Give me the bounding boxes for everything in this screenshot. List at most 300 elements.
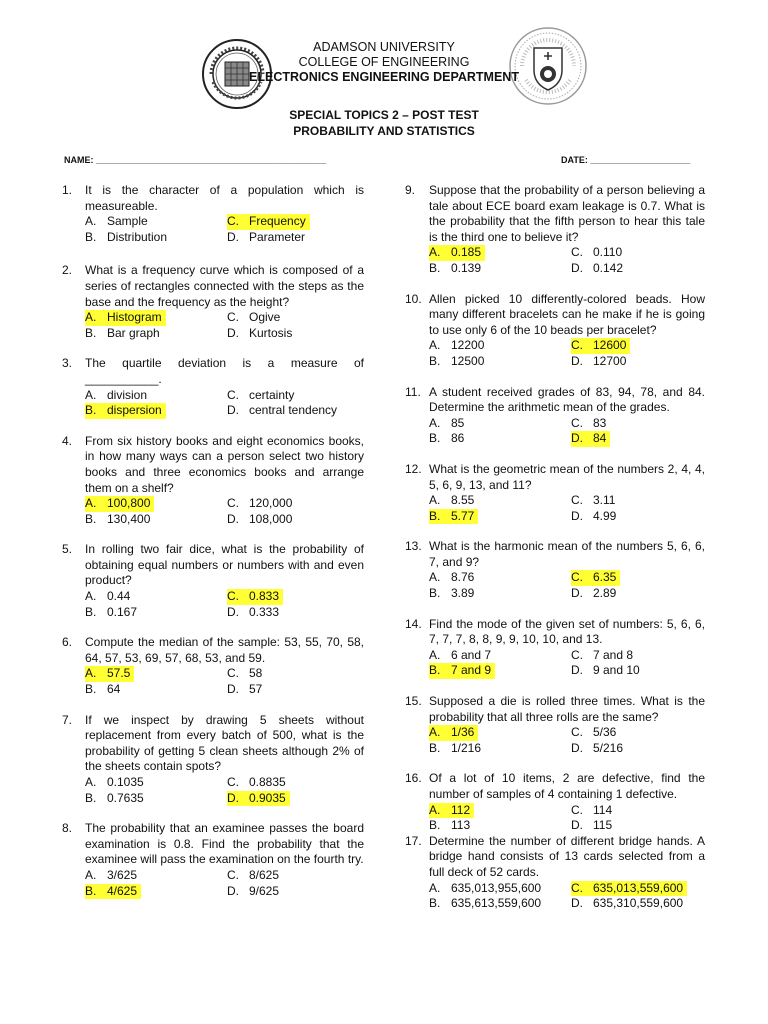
answer-options (85, 310, 364, 341)
option-content (571, 509, 616, 525)
option-letter: D. (571, 818, 583, 833)
option-value: 58 (249, 666, 263, 681)
question-number: 3. (62, 356, 73, 371)
option-letter: A. (85, 666, 97, 681)
option-letter: D. (571, 896, 583, 911)
option-content (429, 818, 470, 834)
option-value: 635,310,559,600 (593, 896, 684, 911)
option-value: 9 and 10 (593, 663, 640, 678)
question-text: If we inspect by drawing 5 sheets without replacement from every batch of 500, what is the probability of getting 5 clean sheets although 2% of the sheets contain spots? (85, 712, 364, 774)
answer-option (429, 663, 571, 679)
option-value: central tendency (249, 403, 338, 418)
option-content (571, 725, 616, 741)
highlighted-answer (571, 570, 620, 586)
question-text: Supposed a die is rolled three times. What is the probability that all three rolls are the same? (429, 694, 705, 724)
option-letter: D. (571, 260, 583, 275)
answer-option (85, 791, 227, 807)
answer-option (227, 326, 364, 342)
answer-option (85, 666, 227, 682)
option-content (571, 896, 683, 912)
answer-option (571, 881, 705, 897)
option-value: 12700 (593, 353, 627, 368)
option-value: 57 (249, 682, 263, 697)
option-letter: D. (227, 511, 239, 526)
answer-option (227, 775, 364, 791)
answer-option (227, 310, 364, 326)
option-content (571, 741, 623, 757)
answer-option (571, 586, 705, 602)
option-content (571, 493, 615, 509)
highlighted-answer (85, 403, 166, 419)
option-letter: C. (227, 214, 239, 229)
option-value: 5/36 (593, 725, 617, 740)
answer-options (85, 868, 364, 899)
option-value: 3.11 (593, 493, 616, 508)
question-stem (62, 356, 364, 387)
answer-options (429, 245, 705, 276)
option-value: 0.139 (451, 260, 482, 275)
option-letter: A. (429, 245, 441, 260)
option-value: 4/625 (107, 883, 138, 898)
option-value: 635,013,559,600 (593, 880, 684, 895)
answer-option (429, 416, 571, 432)
option-letter: C. (227, 589, 239, 604)
university-name: ADAMSON UNIVERSITY (313, 40, 455, 54)
question-stem (405, 834, 705, 881)
option-letter: B. (429, 353, 441, 368)
option-letter: D. (571, 740, 583, 755)
highlighted-answer (227, 214, 310, 230)
answer-option (227, 682, 364, 698)
highlighted-answer (429, 245, 485, 261)
option-letter: C. (571, 338, 583, 353)
answer-option (429, 818, 571, 834)
option-content (85, 868, 137, 884)
name-field: NAME: ______________________________________________ (64, 155, 327, 165)
option-value: Sample (107, 214, 148, 229)
answer-option (571, 416, 705, 432)
answer-option (85, 230, 227, 246)
answer-option (429, 261, 571, 277)
question-block (62, 713, 364, 807)
answer-option (429, 338, 571, 354)
answer-option (571, 896, 705, 912)
option-value: 130,400 (107, 511, 151, 526)
option-value: 0.8835 (249, 775, 286, 789)
question-stem (62, 434, 364, 496)
test-title (0, 107, 768, 139)
answer-options (429, 493, 705, 524)
option-value: 8/625 (249, 867, 280, 882)
option-letter: D. (227, 403, 239, 418)
option-content (571, 663, 640, 679)
option-value: 635,613,559,600 (451, 896, 542, 911)
option-letter: B. (85, 604, 97, 619)
question-text: From six history books and eight economics books, in how many ways can a person select two history books and three economics books and arrange them on a shelf? (85, 433, 364, 495)
answer-option (85, 775, 227, 791)
option-value: dispersion (107, 403, 162, 418)
option-letter: A. (429, 338, 441, 353)
answer-option (85, 403, 227, 419)
question-number: 16. (405, 771, 422, 786)
option-value: Histogram (107, 310, 162, 325)
question-block (405, 771, 705, 833)
question-text: Determine the number of different bridge hands. A bridge hand consists of 13 cards selected from a full deck of 52 cards. (429, 833, 705, 879)
question-number: 9. (405, 183, 416, 197)
answer-option (571, 741, 705, 757)
option-value: 3.89 (451, 586, 475, 601)
highlighted-answer (429, 509, 478, 525)
answer-options (85, 775, 364, 806)
answer-option (571, 338, 705, 354)
question-number: 4. (62, 433, 73, 448)
answer-option (429, 586, 571, 602)
option-content (571, 818, 612, 834)
option-value: 112 (451, 802, 471, 817)
document-header (0, 40, 768, 85)
option-content (85, 326, 160, 342)
answer-options (429, 338, 705, 369)
option-letter: B. (429, 431, 441, 446)
answer-option (429, 245, 571, 261)
option-letter: A. (429, 415, 441, 430)
option-letter: B. (429, 586, 441, 601)
option-value: 7 and 9 (451, 663, 492, 678)
option-value: 5.77 (451, 508, 475, 523)
option-letter: A. (85, 310, 97, 325)
answer-options (429, 416, 705, 447)
answer-option (571, 431, 705, 447)
question-stem (62, 635, 364, 666)
option-content (85, 605, 137, 621)
answer-option (85, 884, 227, 900)
answer-option (429, 896, 571, 912)
option-content (429, 648, 491, 664)
option-letter: A. (85, 496, 97, 511)
highlighted-answer (571, 431, 610, 447)
option-value: 114 (593, 802, 613, 817)
answer-option (227, 666, 364, 682)
question-text: It is the character of a population which is measureable. (85, 183, 364, 213)
question-number: 11. (405, 384, 421, 399)
option-value: certainty (249, 387, 295, 402)
question-stem (405, 292, 705, 339)
answer-option (571, 493, 705, 509)
answer-option (85, 682, 227, 698)
option-content (227, 605, 279, 621)
option-letter: D. (571, 431, 583, 446)
option-content (227, 512, 292, 528)
option-letter: B. (85, 682, 97, 697)
option-content (571, 803, 612, 819)
answer-options (429, 803, 705, 834)
option-value: 6.35 (593, 570, 617, 585)
question-stem (405, 694, 705, 725)
option-letter: A. (429, 570, 441, 585)
option-value: Frequency (249, 214, 306, 229)
answer-option (571, 509, 705, 525)
option-letter: B. (85, 790, 97, 805)
option-content (227, 230, 305, 246)
option-content (429, 570, 474, 586)
option-letter: C. (227, 310, 239, 325)
answer-option (571, 803, 705, 819)
option-value: 57.5 (107, 666, 131, 681)
option-value: 0.333 (249, 604, 280, 619)
option-letter: B. (429, 818, 441, 833)
highlighted-answer (429, 725, 478, 741)
option-value: Distribution (107, 229, 168, 244)
option-content (571, 261, 623, 277)
answer-option (227, 403, 364, 419)
option-letter: A. (429, 880, 441, 895)
option-content (85, 775, 144, 791)
option-value: 0.185 (451, 245, 482, 260)
question-text: The probability that an examinee passes the board examination is 0.8. Find the probability that the examinee will pass the examination on the fourth try. (85, 821, 364, 867)
option-content (571, 648, 633, 664)
option-content (429, 261, 481, 277)
option-letter: A. (429, 725, 441, 740)
department-name: ELECTRONICS ENGINEERING DEPARTMENT (249, 70, 519, 84)
option-letter: C. (571, 415, 583, 430)
option-value: Kurtosis (249, 325, 293, 340)
answer-option (571, 570, 705, 586)
option-letter: C. (227, 387, 239, 402)
option-value: 108,000 (249, 511, 293, 526)
question-block (405, 385, 705, 447)
option-value: 6 and 7 (451, 647, 492, 662)
answer-option (85, 589, 227, 605)
highlighted-answer (571, 881, 687, 897)
question-block (62, 356, 364, 418)
answer-option (571, 648, 705, 664)
option-letter: C. (571, 647, 583, 662)
option-value: 113 (451, 818, 471, 833)
option-content (227, 496, 292, 512)
question-stem (62, 542, 364, 589)
option-value: 0.833 (249, 589, 280, 604)
answer-option (571, 245, 705, 261)
answer-options (85, 214, 364, 245)
answer-option (571, 261, 705, 277)
option-letter: C. (571, 802, 583, 817)
answer-options (85, 589, 364, 620)
answer-option (429, 881, 571, 897)
option-letter: D. (227, 229, 239, 244)
test-title-line-1: SPECIAL TOPICS 2 – POST TEST (289, 108, 479, 122)
option-content (227, 310, 280, 326)
option-letter: A. (429, 493, 441, 508)
college-name: COLLEGE OF ENGINEERING (298, 55, 470, 69)
question-stem (405, 385, 705, 416)
answer-option (227, 388, 364, 404)
option-letter: B. (429, 740, 441, 755)
question-block (405, 694, 705, 756)
question-block (62, 635, 364, 697)
highlighted-answer (227, 791, 290, 807)
option-letter: C. (227, 496, 239, 511)
answer-option (429, 725, 571, 741)
question-block (405, 834, 705, 912)
option-value: division (107, 387, 148, 402)
answer-options (429, 648, 705, 679)
highlighted-answer (85, 496, 154, 512)
question-number: 6. (62, 635, 73, 650)
option-value: 0.44 (107, 589, 131, 604)
option-letter: D. (227, 325, 239, 340)
option-content (227, 868, 279, 884)
option-value: 8.55 (451, 493, 475, 508)
answer-option (85, 605, 227, 621)
answer-option (85, 868, 227, 884)
question-block (405, 462, 705, 524)
question-number: 2. (62, 263, 73, 278)
answer-option (227, 230, 364, 246)
option-value: 5/216 (593, 740, 624, 755)
question-block (62, 183, 364, 245)
option-content (429, 741, 481, 757)
answer-option (227, 496, 364, 512)
question-text: Compute the median of the sample: 53, 55, 70, 58, 64, 57, 53, 69, 57, 68, 53, and 59. (85, 635, 364, 665)
question-block (62, 434, 364, 528)
answer-option (429, 741, 571, 757)
option-value: 4.99 (593, 508, 617, 523)
option-letter: B. (85, 229, 97, 244)
question-stem (405, 771, 705, 802)
question-text: What is a frequency curve which is composed of a series of rectangles connected with the steps as the base and the frequency as the height? (85, 263, 364, 309)
option-letter: D. (227, 682, 239, 697)
option-letter: D. (227, 604, 239, 619)
question-number: 15. (405, 694, 422, 709)
option-content (429, 416, 464, 432)
option-letter: A. (85, 589, 97, 604)
answer-option (85, 496, 227, 512)
option-content (227, 403, 337, 419)
option-letter: D. (571, 586, 583, 601)
option-value: 100,800 (107, 496, 151, 511)
option-content (227, 682, 262, 698)
option-content (227, 775, 286, 791)
question-text: A student received grades of 83, 94, 78, and 84. Determine the arithmetic mean of the grades. (429, 384, 705, 415)
question-text: Find the mode of the given set of numbers: 5, 6, 6, 7, 7, 7, 8, 8, 9, 9, 10, 10, and 13. (429, 616, 705, 647)
question-text: Suppose that the probability of a person believing a tale about ECE board exam leakage is 0.7. What is the probability that the fifth person to hear this tale is the third one to believe it? (429, 183, 705, 244)
question-stem (62, 263, 364, 310)
option-value: Ogive (249, 310, 281, 325)
answer-option (227, 589, 364, 605)
question-text: Allen picked 10 differently-colored beads. How many different bracelets can he make if he is going to use only 6 of the 10 beads per bracelet? (429, 291, 705, 337)
option-value: 8.76 (451, 570, 475, 585)
answer-option (571, 725, 705, 741)
question-number: 12. (405, 461, 422, 476)
option-content (85, 589, 130, 605)
option-content (571, 416, 606, 432)
option-value: 0.9035 (249, 790, 286, 805)
question-stem (405, 539, 705, 570)
answer-option (227, 214, 364, 230)
answer-option (429, 509, 571, 525)
option-letter: C. (571, 725, 583, 740)
option-content (85, 388, 147, 404)
answer-option (429, 493, 571, 509)
answer-option (571, 663, 705, 679)
option-content (227, 388, 294, 404)
question-number: 8. (62, 821, 73, 836)
option-value: 635,013,955,600 (451, 880, 542, 895)
option-value: 86 (451, 431, 465, 446)
answer-option (85, 326, 227, 342)
date-field: DATE: ____________________ (561, 155, 691, 165)
answer-option (227, 868, 364, 884)
question-block (62, 263, 364, 341)
option-value: 1/216 (451, 740, 482, 755)
answer-option (227, 512, 364, 528)
option-letter: C. (571, 245, 583, 260)
question-stem (62, 183, 364, 214)
option-letter: B. (85, 403, 97, 418)
option-value: 12600 (593, 338, 627, 353)
option-letter: B. (429, 508, 441, 523)
question-text: The quartile deviation is a measure of ___________. (85, 356, 364, 386)
highlighted-answer (571, 338, 630, 354)
highlighted-answer (85, 666, 134, 682)
highlighted-answer (429, 663, 495, 679)
option-value: Parameter (249, 229, 306, 244)
option-value: 9/625 (249, 883, 280, 898)
option-content (429, 586, 474, 602)
option-content (227, 884, 279, 900)
answer-option (429, 648, 571, 664)
option-content (85, 791, 144, 807)
answer-option (227, 605, 364, 621)
option-value: 12200 (451, 338, 485, 353)
option-letter: B. (85, 325, 97, 340)
answer-option (571, 354, 705, 370)
option-letter: B. (429, 896, 441, 911)
answer-option (85, 388, 227, 404)
answer-options (429, 725, 705, 756)
question-text: In rolling two fair dice, what is the probability of obtaining equal numbers or numbers with and even product? (85, 542, 364, 588)
question-stem (62, 821, 364, 868)
option-content (85, 230, 167, 246)
answer-options (429, 570, 705, 601)
option-value: 3/625 (107, 867, 138, 882)
option-value: 2.89 (593, 586, 617, 601)
test-title-line-2: PROBABILITY AND STATISTICS (293, 124, 475, 138)
answer-option (571, 818, 705, 834)
question-block (62, 542, 364, 620)
question-block (405, 292, 705, 370)
answer-option (429, 431, 571, 447)
answer-option (429, 570, 571, 586)
question-stem (405, 183, 705, 245)
option-letter: A. (429, 647, 441, 662)
option-letter: D. (227, 790, 239, 805)
question-number: 1. (62, 183, 73, 197)
option-value: 115 (593, 818, 613, 833)
answer-options (85, 666, 364, 697)
option-letter: D. (571, 353, 583, 368)
option-letter: D. (227, 883, 239, 898)
questions-right-column (405, 183, 705, 912)
answer-option (227, 884, 364, 900)
option-letter: A. (429, 802, 441, 817)
question-number: 13. (405, 539, 422, 554)
option-content (85, 214, 148, 230)
question-block (405, 539, 705, 601)
option-letter: D. (571, 508, 583, 523)
answer-option (429, 354, 571, 370)
question-number: 7. (62, 712, 73, 727)
